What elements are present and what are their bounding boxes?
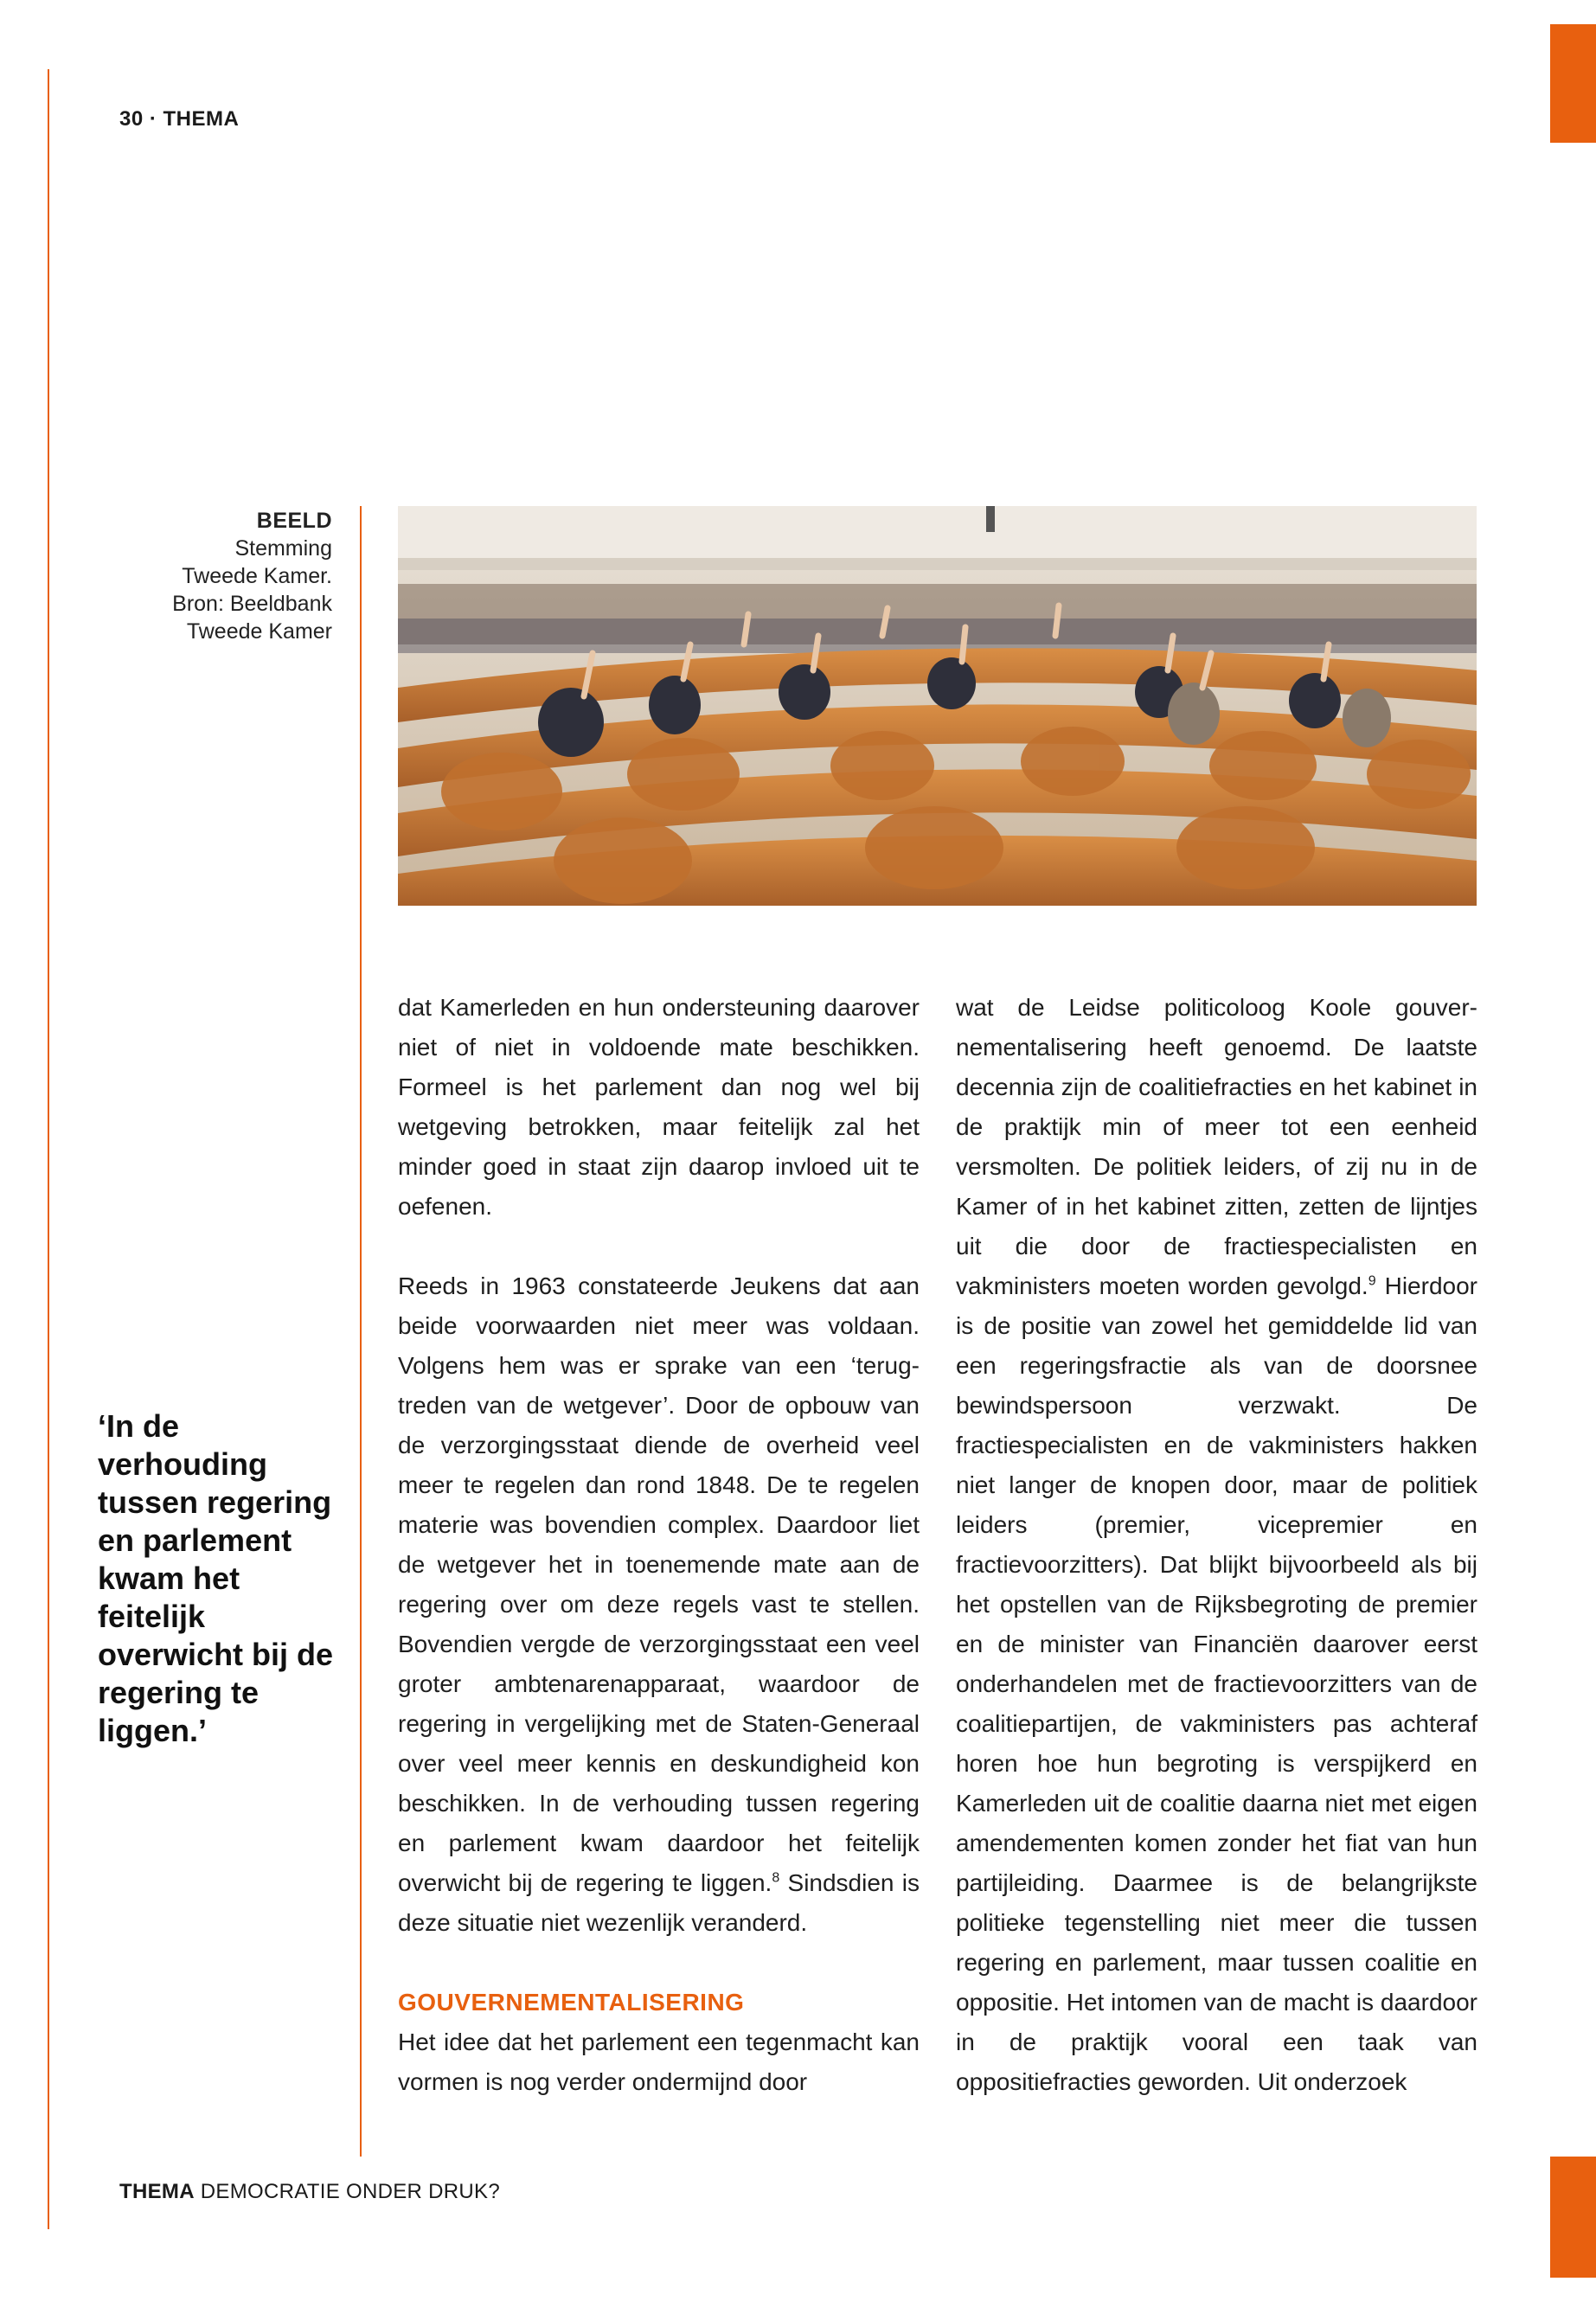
photo-illustration: [398, 506, 1477, 906]
paragraph-text: Reeds in 1963 constateerde Jeukens dat aan beide voorwaarden niet meer was voldaan. Volgens hem was er sprake van een ‘terugtreden van de wetgever’. Door de opbouw van de verzorgingsstaat diende de overheid veel meer te regelen dan rond 1848. De te regelen materie was bovendien complex. Daardoor liet de wetgever het in toenemende mate aan de regering over om deze regels vast te stellen. Bovendien vergde de verzorgingsstaat een veel groter ambtenarenapparaat, waardoor de regering in vergelijking met de Staten-Generaal over veel meer kennis en deskundigheid kon beschikken. In de verhouding tussen regering en parlement kwam daardoor het feitelijk overwicht bij de regering te liggen.: [398, 1272, 920, 1896]
footnote-ref: 8: [772, 1870, 780, 1886]
paragraph: [956, 988, 1477, 2102]
caption-line: Tweede Kamer: [186, 619, 332, 644]
page-header: 30 · THEMA: [119, 107, 240, 131]
footer-brand: THEMA: [119, 2180, 195, 2203]
caption-line: Stemming: [234, 536, 332, 561]
orange-edge-tab-top: [1550, 24, 1596, 143]
paragraph-text: Sindsdien is deze situatie niet wezenlijk veranderd.: [398, 1869, 920, 1936]
photo-caption: [121, 507, 332, 645]
caption-line: Bron: Beeldbank: [172, 592, 332, 616]
text-column-2: [956, 988, 1477, 2102]
paragraph: [398, 1266, 920, 1943]
paragraph-text: Hierdoor is de positie van zowel het gemiddelde lid van een regeringsfractie als van de doorsnee bewindspersoon verzwakt. De fractiespecialisten en de vakministers hakken niet langer de knopen door, maar de politiek leiders (premier, vicepremier en fractievoorzitters). Dat blijkt bijvoorbeeld als bij het opstellen van de Rijksbegroting de premier en de minister van Financiën daarover eerst onderhandelen met de fractievoorzitters van de coalitiepartijen, de vakministers pas achteraf horen hoe hun begroting is verspijkerd en Kamerleden uit de coalitie daarna niet met eigen amendementen komen zonder het fiat van hun partijleiding. Daarmee is de belangrijkste politieke tegenstelling niet meer die tussen regering en parlement, maar tussen coalitie en oppositie. Het intomen van de macht is daardoor in de praktijk vooral een taak van oppositiefracties geworden. Uit onderzoek: [956, 1272, 1477, 2095]
left-margin-rule: [48, 69, 49, 2229]
paragraph: dat Kamerleden en hun ondersteuning daarover niet of niet in voldoende mate beschikken. Formeel is het parlement dan nog wel bij wetgeving betrokken, maar feitelijk zal het minder goed in staat zijn daarop invloed uit te oefenen.: [398, 994, 920, 1220]
paragraph: Het idee dat het parlement een tegenmacht kan vormen is nog verder ondermijnd door: [398, 2029, 920, 2095]
footer-title: DEMOCRATIE ONDER DRUK?: [194, 2180, 500, 2203]
section-heading: GOUVERNEMENTALISERING: [398, 1989, 745, 2016]
orange-edge-tab-bottom: [1550, 2157, 1596, 2278]
parliament-voting-photo: [398, 506, 1477, 906]
sidebar-rule: [360, 506, 362, 2157]
pull-quote: ‘In de verhouding tussen regering en parlement kwam het feitelijk overwicht bij de regering te liggen.’: [98, 1408, 334, 1748]
caption-title: BEELD: [256, 509, 332, 533]
page-footer: [119, 2180, 500, 2204]
caption-line: Tweede Kamer.: [182, 564, 332, 588]
text-column-1: [398, 988, 920, 2102]
paragraph-text: wat de Leidse politicoloog Koole gouvernementalisering heeft genoemd. De laatste decennia zijn de coalitiefracties en het kabinet in de praktijk min of meer tot een eenheid versmolten. De politiek leiders, of zij nu in de Kamer of in het kabinet zitten, zetten de lijntjes uit die door de fractiespecialisten en vakministers moeten worden gevolgd.: [956, 994, 1477, 1299]
footnote-ref: 9: [1368, 1273, 1376, 1289]
